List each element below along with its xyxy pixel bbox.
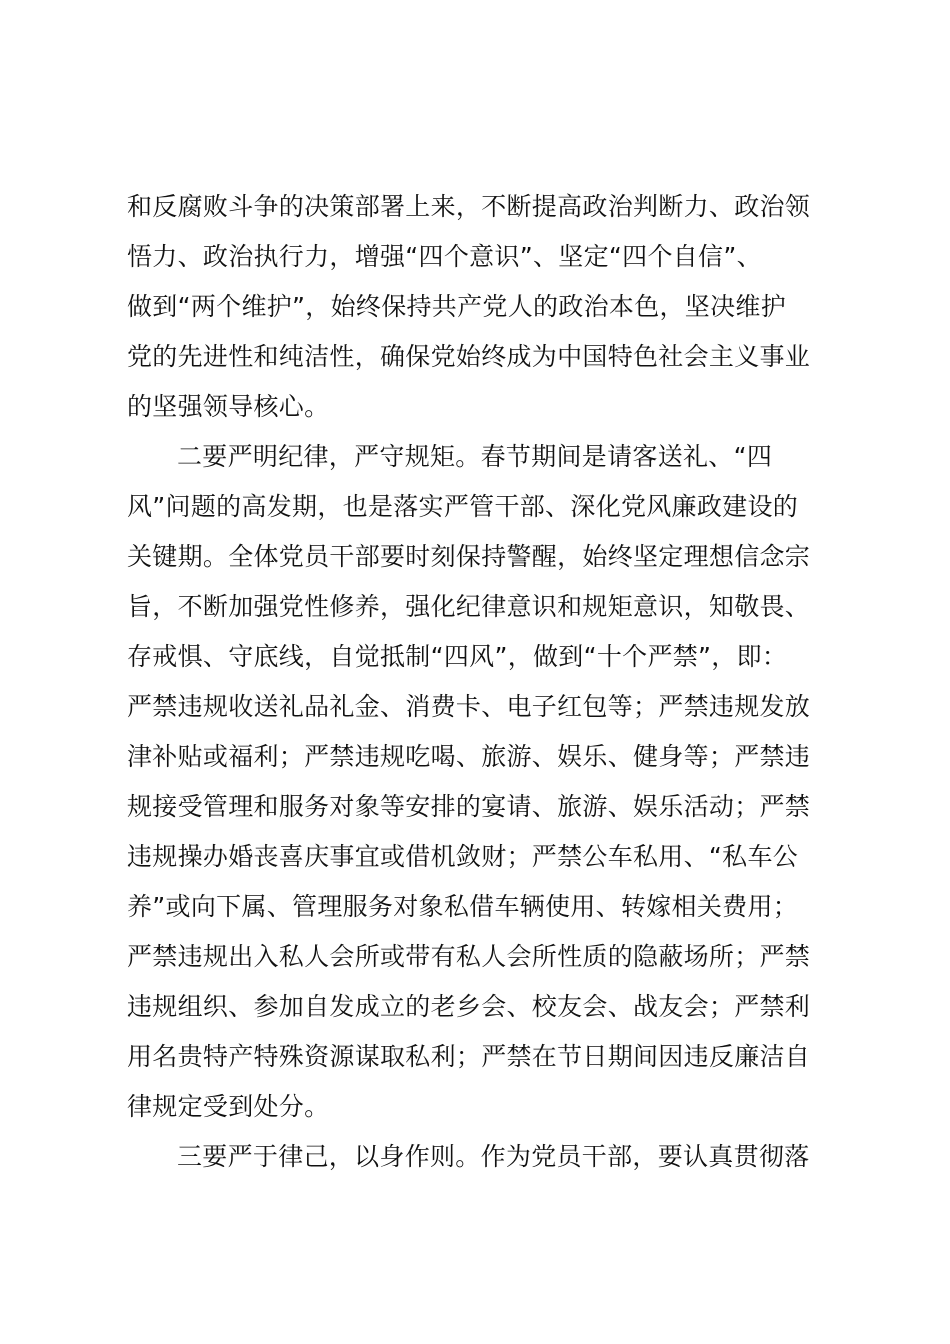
text-line-10: 存戒惧、守底线，自觉抵制“四风”，做到“十个严禁”，即： xyxy=(127,642,788,671)
text-line-13: 规接受管理和服务对象等安排的宴请、旅游、娱乐活动；严禁 xyxy=(127,792,811,821)
text-line-14: 违规操办婚丧喜庆事宜或借机敛财；严禁公车私用、“私车公 xyxy=(127,842,799,871)
text-line-15: 养”或向下属、管理服务对象私借车辆使用、转嫁相关费用； xyxy=(127,892,799,921)
text-line-19: 律规定受到处分。 xyxy=(127,1092,330,1121)
text-line-7: 风”问题的高发期，也是落实严管干部、深化党风廉政建设的 xyxy=(127,492,799,521)
text-line-16: 严禁违规出入私人会所或带有私人会所性质的隐蔽场所；严禁 xyxy=(127,942,811,971)
text-line-5: 的坚强领导核心。 xyxy=(127,392,330,421)
text-line-11: 严禁违规收送礼品礼金、消费卡、电子红包等；严禁违规发放 xyxy=(127,692,811,721)
paragraph-3-start: 三要严于律己，以身作则。作为党员干部，要认真贯彻落 xyxy=(177,1142,810,1171)
text-line-9: 旨，不断加强党性修养，强化纪律意识和规矩意识，知敬畏、 xyxy=(127,592,811,621)
text-line-17: 违规组织、参加自发成立的老乡会、校友会、战友会；严禁利 xyxy=(127,992,811,1021)
text-line-1: 和反腐败斗争的决策部署上来，不断提高政治判断力、政治领 xyxy=(127,192,811,221)
text-line-4: 党的先进性和纯洁性，确保党始终成为中国特色社会主义事业 xyxy=(127,342,811,371)
paragraph-2-start: 二要严明纪律，严守规矩。春节期间是请客送礼、“四 xyxy=(177,442,773,471)
text-line-18: 用名贵特产特殊资源谋取私利；严禁在节日期间因违反廉洁自 xyxy=(127,1042,811,1071)
text-line-12: 津补贴或福利；严禁违规吃喝、旅游、娱乐、健身等；严禁违 xyxy=(127,742,811,771)
text-line-8: 关键期。全体党员干部要时刻保持警醒，始终坚定理想信念宗 xyxy=(127,542,811,571)
text-line-3: 做到“两个维护”，始终保持共产党人的政治本色，坚决维护 xyxy=(127,292,787,321)
text-line-2: 悟力、政治执行力，增强“四个意识”、坚定“四个自信”、 xyxy=(127,242,762,271)
